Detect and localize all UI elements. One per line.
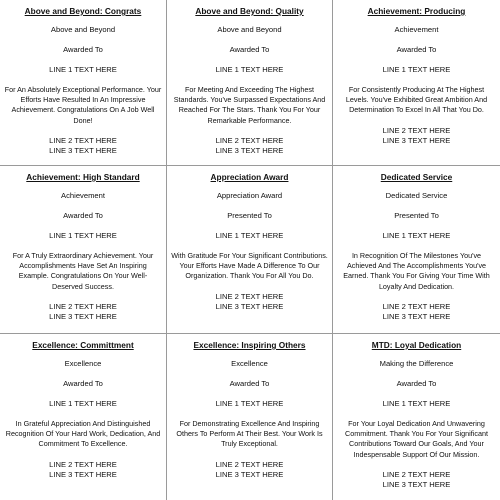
recipient-line-1: LINE 1 TEXT HERE — [49, 399, 117, 408]
award-description: For Meeting And Exceeding The Highest Standards. You've Surpassed Expectations And Reached For The Stars. Thank You For Your Remarkable Performance. — [173, 85, 326, 125]
card-title: MTD: Loyal Dedication — [371, 340, 462, 350]
award-heading: Achievement — [61, 191, 105, 200]
award-heading: Making the Difference — [379, 359, 454, 368]
recipient-line-2: LINE 2 TEXT HERE — [382, 125, 451, 135]
card-title: Excellence: Committment — [32, 340, 134, 350]
recipient-line-3: LINE 3 TEXT HERE — [215, 469, 284, 479]
recipient-line-2: LINE 2 TEXT HERE — [382, 469, 451, 479]
recipient-line-2: LINE 2 TEXT HERE — [49, 301, 117, 311]
recipient-line-1: LINE 1 TEXT HERE — [382, 399, 451, 408]
recipient-line-3: LINE 3 TEXT HERE — [49, 145, 117, 155]
recipient-line-3: LINE 3 TEXT HERE — [49, 469, 117, 479]
recipient-line-3: LINE 3 TEXT HERE — [49, 311, 117, 321]
award-card-excellence-commitment[interactable] — [0, 334, 167, 500]
award-description: In Grateful Appreciation And Distinguished Recognition Of Your Hard Work, Dedication, And Commitment To Excellence. — [5, 419, 161, 449]
award-heading: Appreciation Award — [216, 191, 283, 200]
recipient-line-2: LINE 2 TEXT HERE — [215, 291, 284, 301]
recipient-line-2: LINE 2 TEXT HERE — [49, 459, 117, 469]
award-presented-label: Awarded To — [396, 379, 437, 388]
recipient-line-1: LINE 1 TEXT HERE — [215, 399, 284, 408]
award-heading: Above and Beyond — [217, 25, 282, 34]
award-description: For A Truly Extraordinary Achievement. Your Accomplishments Have Set An Inspiring Example. Congratulations On Your Well-Deserved Success. — [12, 251, 154, 291]
award-description: In Recognition Of The Milestones You've Achieved And The Accomplishments You've Earned. Thank You For Giving Your Time With Loyalty And Dedication. — [343, 251, 490, 291]
recipient-line-3: LINE 3 TEXT HERE — [382, 135, 451, 145]
award-heading: Excellence — [64, 359, 102, 368]
award-description: For An Absolutely Exceptional Performance. Your Efforts Have Resulted In An Impressive Achievement. Congratulations On A Job Well Done! — [4, 85, 162, 125]
award-presented-label: Presented To — [394, 211, 439, 220]
card-title: Achievement: Producing — [367, 6, 466, 16]
recipient-line-1: LINE 1 TEXT HERE — [215, 231, 284, 240]
award-heading: Dedicated Service — [385, 191, 448, 200]
award-card-above-beyond-congrats[interactable] — [0, 0, 167, 166]
card-title: Dedicated Service — [380, 172, 453, 182]
award-card-above-beyond-quality[interactable] — [167, 0, 333, 166]
card-title: Achievement: High Standard — [26, 172, 140, 182]
award-description: With Gratitude For Your Significant Contributions. Your Efforts Have Made A Difference To Our Organization. Thank You For All You Do. — [171, 251, 328, 281]
award-card-achievement-high-standard[interactable] — [0, 166, 167, 334]
card-title: Above and Beyond: Congrats — [24, 6, 142, 16]
award-description: For Demonstrating Excellence And Inspiring Others To Perform At Their Best. Your Work Is Truly Exceptional. — [176, 419, 323, 449]
recipient-line-2: LINE 2 TEXT HERE — [382, 301, 451, 311]
recipient-line-1: LINE 1 TEXT HERE — [382, 231, 451, 240]
award-card-achievement-producing[interactable] — [333, 0, 500, 166]
recipient-line-3: LINE 3 TEXT HERE — [382, 479, 451, 489]
recipient-line-1: LINE 1 TEXT HERE — [49, 65, 117, 74]
award-heading: Above and Beyond — [50, 25, 116, 34]
recipient-line-2: LINE 2 TEXT HERE — [215, 135, 284, 145]
award-description: For Consistently Producing At The Highest Levels. You've Exhibited Great Ambition And Determination To Excel In All That You Do. — [345, 85, 488, 115]
recipient-line-3: LINE 3 TEXT HERE — [215, 301, 284, 311]
recipient-line-1: LINE 1 TEXT HERE — [215, 65, 284, 74]
card-title: Appreciation Award — [210, 172, 289, 182]
award-presented-label: Awarded To — [229, 45, 270, 54]
award-heading: Achievement — [394, 25, 439, 34]
recipient-line-1: LINE 1 TEXT HERE — [49, 231, 117, 240]
award-card-excellence-inspiring[interactable] — [167, 334, 333, 500]
award-description: For Your Loyal Dedication And Unwavering Commitment. Thank You For Your Significant Contributions Toward Our Goals, And Your Indespensable Support Of Our Mission. — [345, 419, 488, 459]
award-presented-label: Awarded To — [63, 211, 103, 220]
recipient-line-2: LINE 2 TEXT HERE — [49, 135, 117, 145]
recipient-line-1: LINE 1 TEXT HERE — [382, 65, 451, 74]
recipient-line-2: LINE 2 TEXT HERE — [215, 459, 284, 469]
recipient-line-3: LINE 3 TEXT HERE — [215, 145, 284, 155]
award-card-appreciation[interactable] — [167, 166, 333, 334]
award-presented-label: Awarded To — [396, 45, 437, 54]
card-title: Above and Beyond: Quality — [195, 6, 304, 16]
card-title: Excellence: Inspiring Others — [193, 340, 306, 350]
recipient-line-3: LINE 3 TEXT HERE — [382, 311, 451, 321]
award-presented-label: Awarded To — [229, 379, 270, 388]
award-presented-label: Awarded To — [63, 45, 103, 54]
award-presented-label: Presented To — [227, 211, 272, 220]
award-presented-label: Awarded To — [63, 379, 103, 388]
award-card-dedicated-service[interactable] — [333, 166, 500, 334]
award-heading: Excellence — [231, 359, 268, 368]
award-card-mtd-loyal-dedication[interactable] — [333, 334, 500, 500]
